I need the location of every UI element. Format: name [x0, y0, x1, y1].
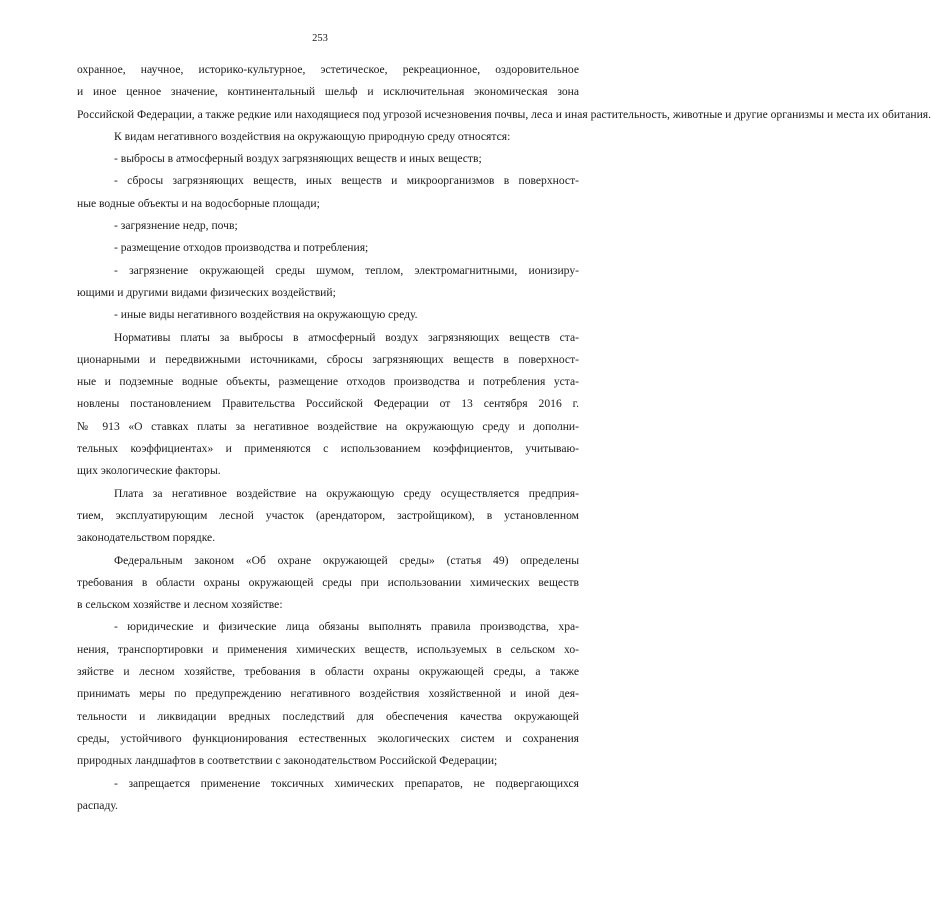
- text-line: тельности и ликвидации вредных последствий для обеспечения качества окружающей: [77, 709, 579, 723]
- text-line: - загрязнение недр, почв;: [114, 219, 238, 233]
- text-line: щих экологические факторы.: [77, 464, 221, 478]
- text-line: требования в области охраны окружающей среды при использовании химических веществ: [77, 575, 579, 589]
- text-line: ные и подземные водные объекты, размещение отходов производства и потребления уста-: [77, 375, 579, 389]
- text-line: и иное ценное значение, континентальный шельф и исключительная экономическая зона: [77, 85, 579, 99]
- document-body: [77, 59, 931, 817]
- text-line: - загрязнение окружающей среды шумом, теплом, электромагнитными, ионизиру-: [114, 263, 579, 277]
- text-line: среды, устойчивого функционирования естественных экологических систем и сохранения: [77, 731, 579, 745]
- text-line: Нормативы платы за выбросы в атмосферный воздух загрязняющих веществ ста-: [114, 330, 579, 344]
- text-line: ционарными и передвижными источниками, сбросы загрязняющих веществ в поверхност-: [77, 352, 579, 366]
- text-line: новлены постановлением Правительства Российской Федерации от 13 сентября 2016 г.: [77, 397, 579, 411]
- text-line: зяйстве и лесном хозяйстве, требования в области охраны окружающей среды, а также: [77, 665, 579, 679]
- text-line: нения, транспортировки и применения химических веществ, используемых в сельском хо-: [77, 642, 579, 656]
- page-number: 253: [312, 33, 328, 44]
- text-line: Российской Федерации, а также редкие или находящиеся под угрозой исчезновения почвы, леса и иная растительность, животные и другие организмы и места их обитания.: [77, 107, 931, 121]
- text-line: - запрещается применение токсичных химических препаратов, не подвергающихся: [114, 776, 579, 790]
- text-line: Федеральным законом «Об охране окружающей среды» (статья 49) определены: [114, 553, 579, 567]
- text-line: тием, эксплуатирующим лесной участок (арендатором, застройщиком), в установленном: [77, 508, 579, 522]
- text-line: природных ландшафтов в соответствии с законодательством Российской Федерации;: [77, 754, 498, 768]
- text-line: принимать меры по предупреждению негативного воздействия хозяйственной и иной дея-: [77, 687, 579, 701]
- text-line: - иные виды негативного воздействия на окружающую среду.: [114, 308, 418, 322]
- text-line: - юридические и физические лица обязаны выполнять правила производства, хра-: [114, 620, 579, 634]
- text-line: № 913 «О ставках платы за негативное воздействие на окружающую среду и дополни-: [77, 419, 579, 433]
- text-line: - сбросы загрязняющих веществ, иных веществ и микроорганизмов в поверхност-: [114, 174, 579, 188]
- text-line: в сельском хозяйстве и лесном хозяйстве:: [77, 598, 283, 612]
- text-line: распаду.: [77, 798, 118, 812]
- text-line: тельных коэффициентах» и применяются с использованием коэффициентов, учитываю-: [77, 442, 579, 456]
- text-line: охранное, научное, историко-культурное, эстетическое, рекреационное, оздоровительное: [77, 63, 579, 76]
- text-line: - выбросы в атмосферный воздух загрязняющих веществ и иных веществ;: [114, 152, 482, 166]
- text-line: ные водные объекты и на водосборные площади;: [77, 196, 320, 210]
- text-line: Плата за негативное воздействие на окружающую среду осуществляется предприя-: [114, 486, 579, 500]
- text-line: ющими и другими видами физических воздействий;: [77, 285, 336, 299]
- text-line: - размещение отходов производства и потребления;: [114, 241, 369, 255]
- text-line: законодательством порядке.: [77, 531, 216, 545]
- text-line: К видам негативного воздействия на окружающую природную среду относятся:: [114, 129, 511, 143]
